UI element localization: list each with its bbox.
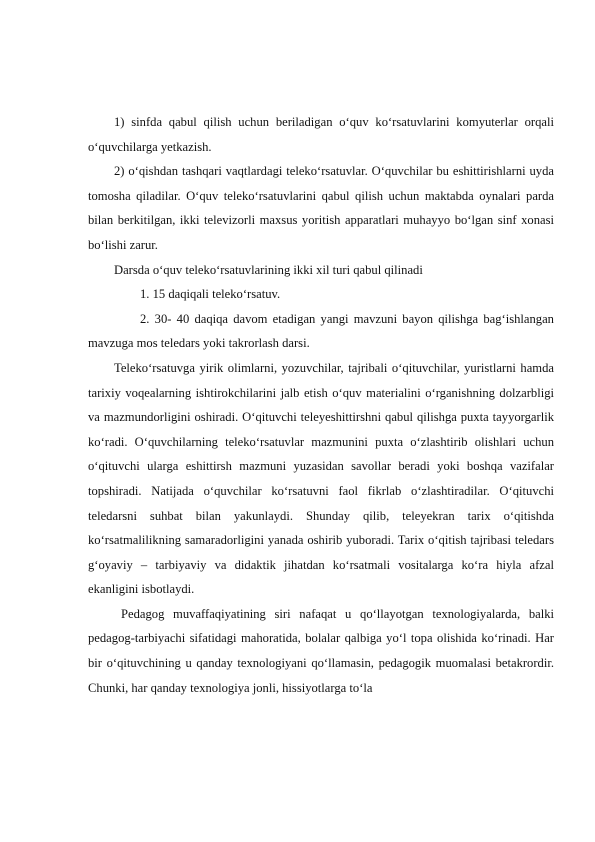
paragraph-item-1: 1) sinfda qabul qilish uchun beriladigan o‘quv ko‘rsatuvlarini komyuterlar orqali o‘quvchilarga yetkazish. xyxy=(88,115,554,154)
document-page xyxy=(88,110,554,700)
numbered-item-2 xyxy=(88,307,554,356)
list-number: 1. xyxy=(140,287,150,302)
list-item-text: 30- 40 daqiqa davom etadigan yangi mavzuni bayon qilishga bag‘ishlangan mavzuga mos teledars yoki takrorlash darsi. xyxy=(88,311,554,351)
numbered-item-1 xyxy=(88,282,554,307)
paragraph-item-2: 2) o‘qishdan tashqari vaqtlardagi teleko‘rsatuvlar. O‘quvchilar bu eshittirishlarni uyda tomosha qiladilar. O‘quv teleko‘rsatuvlarini qabul qilish uchun maktabda oynalari parda bilan berkitilgan, ikki televizorli maxsus yoritish apparatlari muhayyo bo‘lgan sinf xonasi bo‘lishi zarur. xyxy=(88,164,554,252)
list-number: 2. xyxy=(140,311,150,326)
paragraph-teleshow: Teleko‘rsatuvga yirik olimlarni, yozuvchilar, tajribali o‘qituvchilar, yuristlarni hamda tarixiy voqealarning ishtirokchilarini jalb etish o‘quv materialini o‘rganishning dolzarbligi va mazmundorligini oshiradi. O‘qituvchi teleyeshittirshni qabul qilishga puxta tayyorgarlik ko‘radi. O‘quvchilarning teleko‘rsatuvlar mazmunini puxta o‘zlashtirib olishlari uchun o‘qituvchi ularga eshittirsh mazmuni yuzasidan savollar beradi yoki boshqa vazifalar topshiradi. Natijada o‘quvchilar ko‘rsatuvni faol fikrlab o‘zlashtiradilar. O‘qituvchi teledarsni suhbat bilan yakunlaydi. Shunday qilib, teleyekran tarix o‘qitishda ko‘rsatmalilikning samaradorligini yanada oshirib yuboradi. Tarix o‘qitish tajribasi teledars g‘oyaviy – tarbiyaviy va didaktik jihatdan ko‘rsatmali vositalarga ko‘ra hiyla afzal ekanligini isbotlaydi. xyxy=(88,360,554,597)
paragraph-intro-types: Darsda o‘quv teleko‘rsatuvlarining ikki xil turi qabul qilinadi xyxy=(114,262,423,277)
list-item-text: 15 daqiqali teleko‘rsatuv. xyxy=(152,287,281,302)
paragraph-pedagog: Pedagog muvaffaqiyatining siri nafaqat u qo‘llayotgan texnologiyalarda, balki pedagog-tarbiyachi sifatidagi mahoratida, bolalar qalbiga yo‘l topa olishida ko‘rinadi. Har bir o‘qituvchining u qanday texnologiyani qo‘llamasin, pedagogik muomalasi betakrordir. Chunki, har qanday texnologiya jonli, hissiyotlarga to‘la xyxy=(88,606,554,695)
